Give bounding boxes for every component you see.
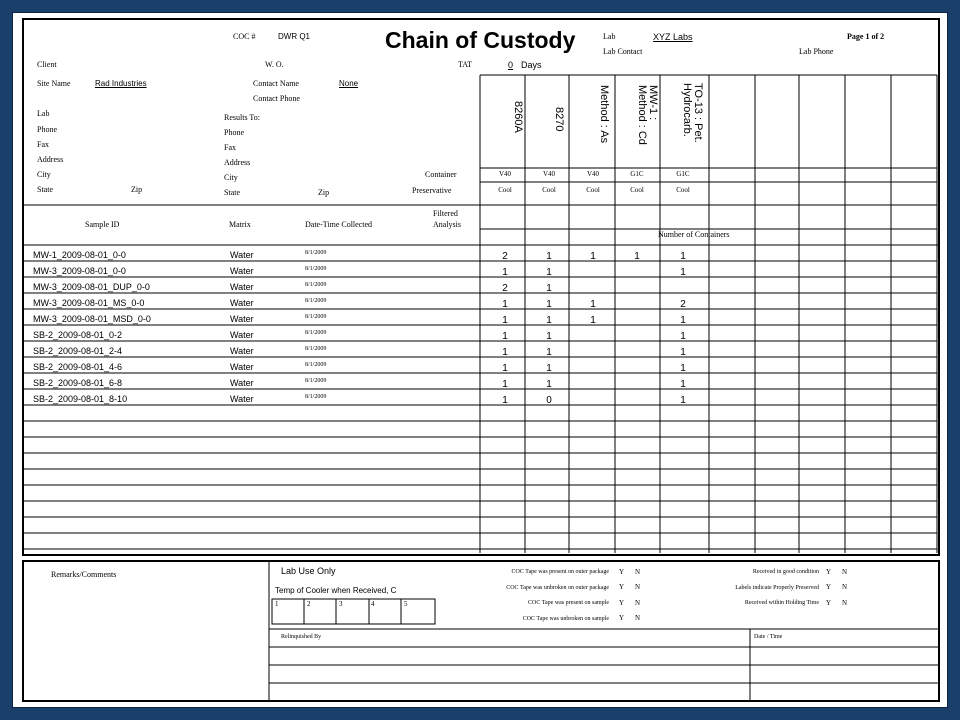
preservative-label: Preservative: [412, 186, 452, 195]
container-count-cell: 1: [546, 299, 552, 310]
check-label-left: COC Tape was present on sample: [528, 600, 609, 606]
preservative-cell: Cool: [676, 186, 690, 194]
column-date-time: Date-Time Collected: [305, 220, 373, 229]
sample-id-cell: MW-1_2009-08-01_0-0: [33, 250, 126, 260]
coc-value: DWR Q1: [278, 32, 310, 41]
container-count-cell: 1: [502, 363, 508, 374]
container-count-cell: 1: [590, 315, 596, 326]
column-matrix: Matrix: [229, 220, 251, 229]
lab-contact-label: Lab Contact: [603, 47, 643, 56]
container-count-cell: 1: [680, 395, 686, 406]
container-count-cell: 1: [546, 315, 552, 326]
date-collected-cell: 8/1/2009: [305, 250, 327, 256]
client-label: Client: [37, 60, 57, 69]
column-analysis: Analysis: [433, 220, 461, 229]
check-no: N: [842, 583, 848, 591]
date-collected-cell: 8/1/2009: [305, 314, 327, 320]
check-no: N: [635, 598, 641, 607]
container-cell: G1C: [676, 170, 690, 178]
check-no: N: [635, 567, 641, 576]
preservative-cell: Cool: [630, 186, 644, 194]
form-border: [23, 19, 939, 555]
date-collected-cell: 8/1/2009: [305, 346, 327, 352]
date-collected-cell: 8/1/2009: [305, 394, 327, 400]
temp-box-5[interactable]: 5: [404, 600, 408, 608]
results-zip-label: Zip: [318, 188, 330, 197]
matrix-cell: Water: [230, 330, 254, 340]
container-count-cell: 1: [502, 331, 508, 342]
lab-phone-label: Lab Phone: [799, 47, 834, 56]
cooler-temp-label: Temp of Cooler when Received, C: [275, 586, 397, 595]
container-cell: V40: [586, 170, 600, 178]
results-field-phone: Phone: [224, 128, 244, 137]
temp-box-2[interactable]: 2: [307, 600, 311, 608]
check-label-left: COC Tape was unbroken on sample: [522, 615, 609, 622]
container-count-cell: 2: [502, 251, 508, 262]
sample-id-cell: SB-2_2009-08-01_0-2: [33, 330, 123, 340]
results-to-label: Results To:: [224, 113, 260, 122]
results-field-city: City: [224, 173, 238, 182]
container-count-cell: 1: [502, 267, 508, 278]
container-count-cell: 1: [680, 251, 686, 262]
check-label-left: COC Tape was present on outer package: [511, 569, 609, 575]
matrix-cell: Water: [230, 282, 254, 292]
results-field-fax: Fax: [224, 143, 236, 152]
check-label-left: COC Tape was unbroken on outer package: [506, 584, 609, 591]
tat-value: 0: [508, 60, 514, 70]
container-cell: V40: [542, 170, 556, 178]
matrix-cell: Water: [230, 298, 254, 308]
temp-box-4[interactable]: 4: [371, 600, 375, 608]
date-collected-cell: 8/1/2009: [305, 378, 327, 384]
lab-field-lab: Lab: [37, 109, 50, 118]
container-cell: G1C: [630, 170, 644, 178]
container-count-cell: 2: [502, 283, 508, 294]
date-collected-cell: 8/1/2009: [305, 362, 327, 368]
contact-phone-label: Contact Phone: [253, 94, 300, 103]
container-count-cell: 1: [546, 267, 552, 278]
container-count-cell: 1: [546, 283, 552, 294]
site-name-label: Site Name: [37, 79, 71, 88]
container-count-cell: 1: [546, 379, 552, 390]
container-count-cell: 1: [546, 347, 552, 358]
container-count-cell: 1: [546, 331, 552, 342]
date-collected-cell: 8/1/2009: [305, 330, 327, 336]
check-no: N: [842, 567, 848, 576]
preservative-cell: Cool: [542, 186, 556, 194]
container-count-cell: 1: [502, 299, 508, 310]
sample-id-cell: MW-3_2009-08-01_MS_0-0: [33, 298, 145, 308]
relinquished-label: Relinquished By: [281, 634, 322, 640]
container-label: Container: [425, 170, 457, 179]
contact-name-value: None: [339, 79, 359, 88]
check-yes: Y: [826, 583, 832, 591]
form-border: [23, 561, 939, 701]
analysis-header-method-cd: MW-1 : Method : Cd: [636, 85, 659, 145]
date-collected-cell: 8/1/2009: [305, 282, 327, 288]
container-count-cell: 1: [590, 299, 596, 310]
wo-label: W. O.: [265, 60, 284, 69]
date-time-label: Date / Time: [754, 634, 783, 640]
lab-zip-label: Zip: [131, 185, 143, 194]
container-count-cell: 1: [680, 363, 686, 374]
matrix-cell: Water: [230, 346, 254, 356]
lab-field-phone: Phone: [37, 125, 57, 134]
lab-field-city: City: [37, 170, 51, 179]
tat-label: TAT: [458, 60, 473, 69]
container-count-cell: 1: [502, 395, 508, 406]
matrix-cell: Water: [230, 250, 254, 260]
container-count-cell: 1: [634, 251, 640, 262]
check-yes: Y: [826, 598, 832, 607]
container-count-cell: 1: [680, 267, 686, 278]
temp-box-3[interactable]: 3: [339, 600, 343, 608]
container-count-cell: 1: [680, 331, 686, 342]
sample-id-cell: MW-3_2009-08-01_DUP_0-0: [33, 282, 150, 292]
date-collected-cell: 8/1/2009: [305, 266, 327, 272]
analysis-header-to13: TO-13 : Pet. Hydrocarb.: [681, 83, 704, 143]
check-label-right: Received in good condition: [752, 569, 819, 575]
container-count-cell: 1: [680, 347, 686, 358]
analysis-header-8260a: 8260A: [512, 101, 524, 133]
page-number: Page 1 of 2: [847, 32, 885, 41]
sample-id-cell: SB-2_2009-08-01_2-4: [33, 346, 123, 356]
check-no: N: [635, 614, 641, 622]
analysis-header-method-as: Method : As: [598, 85, 610, 144]
remarks-label: Remarks/Comments: [51, 570, 117, 579]
matrix-cell: Water: [230, 314, 254, 324]
form-border: [272, 599, 435, 624]
check-yes: Y: [826, 567, 832, 576]
check-label-right: Labels indicate Properly Preserved: [735, 584, 819, 591]
check-yes: Y: [619, 567, 625, 576]
check-yes: Y: [619, 583, 625, 591]
matrix-cell: Water: [230, 362, 254, 372]
sample-id-cell: MW-3_2009-08-01_0-0: [33, 266, 126, 276]
container-count-cell: 1: [502, 379, 508, 390]
preservative-cell: Cool: [498, 186, 512, 194]
sample-id-cell: SB-2_2009-08-01_4-6: [33, 362, 123, 372]
container-count-cell: 1: [680, 315, 686, 326]
check-no: N: [842, 598, 848, 607]
check-no: N: [635, 583, 641, 591]
container-count-cell: 1: [546, 363, 552, 374]
lab-state-label: State: [37, 185, 53, 194]
container-cell: V40: [498, 170, 512, 178]
results-field-address: Address: [224, 158, 251, 167]
container-count-cell: 1: [680, 379, 686, 390]
lab-value: XYZ Labs: [653, 32, 693, 42]
container-count-cell: 1: [502, 347, 508, 358]
container-count-cell: 1: [502, 315, 508, 326]
lab-label: Lab: [603, 32, 616, 41]
page-title: Chain of Custody: [385, 27, 576, 53]
coc-form: [12, 12, 948, 708]
container-count-cell: 1: [590, 251, 596, 262]
results-state-label: State: [224, 188, 240, 197]
sample-id-cell: SB-2_2009-08-01_8-10: [33, 394, 128, 404]
sample-id-cell: MW-3_2009-08-01_MSD_0-0: [33, 314, 151, 324]
coc-label: COC #: [233, 32, 256, 41]
preservative-cell: Cool: [586, 186, 600, 194]
matrix-cell: Water: [230, 378, 254, 388]
number-of-containers-label: Number of Containers: [658, 230, 730, 239]
column-sample-id: Sample ID: [85, 220, 120, 229]
date-collected-cell: 8/1/2009: [305, 298, 327, 304]
container-count-cell: 0: [546, 395, 552, 406]
container-count-cell: 1: [546, 251, 552, 262]
lab-use-only-label: Lab Use Only: [281, 566, 336, 576]
matrix-cell: Water: [230, 394, 254, 404]
tat-unit: Days: [521, 60, 542, 70]
lab-field-address: Address: [37, 155, 64, 164]
matrix-cell: Water: [230, 266, 254, 276]
check-label-right: Received within Holding Time: [744, 600, 819, 606]
lab-field-fax: Fax: [37, 140, 49, 149]
contact-name-label: Contact Name: [253, 79, 299, 88]
analysis-header-8270: 8270: [553, 107, 565, 132]
site-name-value: Rad Industries: [95, 79, 147, 88]
container-count-cell: 2: [680, 299, 686, 310]
sample-id-cell: SB-2_2009-08-01_6-8: [33, 378, 123, 388]
check-yes: Y: [619, 598, 625, 607]
check-yes: Y: [619, 614, 625, 622]
column-filtered: Filtered: [433, 209, 458, 218]
temp-box-1[interactable]: 1: [275, 600, 279, 608]
